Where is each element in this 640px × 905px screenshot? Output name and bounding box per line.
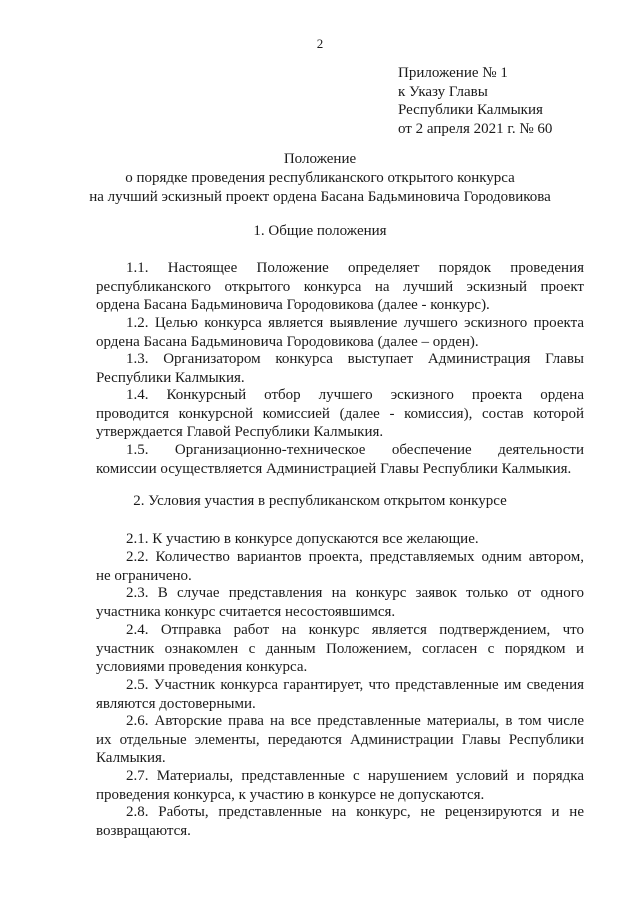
paragraph-line: утверждается Главой Республики Калмыкия.	[96, 424, 384, 441]
section-1-heading: 1. Общие положения	[253, 223, 387, 239]
paragraph-line: 2.8. Работы, представленные на конкурс, не рецензируются и не	[126, 804, 584, 820]
paragraph-line: республиканского открытого конкурса на лучший эскизный проект	[96, 278, 584, 295]
paragraph-line: 2.7. Материалы, представленные с нарушением условий и порядка	[126, 768, 584, 784]
paragraph-line: ордена Басана Бадьминовича Городовикова (далее – орден).	[96, 333, 479, 350]
paragraph-line: не ограничено.	[96, 567, 192, 584]
paragraph-line: возвращаются.	[96, 822, 191, 839]
paragraph-line: участника конкурс считается несостоявшимся.	[96, 603, 396, 620]
document-title	[0, 150, 640, 207]
appendix-line: Приложение № 1	[398, 65, 508, 81]
paragraph-line: 2.4. Отправка работ на конкурс является подтверждением, что	[126, 622, 584, 638]
paragraph-2-7	[96, 767, 584, 804]
paragraph-line: 2.6. Авторские права на все представленные материалы, в том числе	[126, 713, 584, 729]
page-number: 2	[316, 36, 324, 51]
paragraph-line: 1.4. Конкурсный отбор лучшего эскизного проекта ордена	[126, 387, 584, 403]
paragraph-line: 1.3. Организатором конкурса выступает Администрация Главы	[126, 351, 584, 367]
paragraph-2-2	[96, 548, 584, 585]
paragraph-line: являются достоверными.	[96, 695, 256, 712]
paragraph-line: проводится конкурсной комиссией (далее - комиссия), состав которой	[96, 405, 584, 422]
paragraph-2-1	[96, 530, 584, 549]
paragraph-line: ордена Басана Бадьминовича Городовикова (далее - конкурс).	[96, 297, 490, 314]
paragraph-1-4	[96, 386, 584, 442]
paragraph-line: 2.3. В случае представления на конкурс заявок только от одного	[126, 585, 584, 601]
paragraph-line: 2.1. К участию в конкурсе допускаются все желающие.	[126, 531, 479, 547]
appendix-block	[398, 64, 552, 138]
paragraph-line: Республики Калмыкия.	[96, 369, 245, 386]
appendix-line: к Указу Главы	[398, 83, 488, 100]
title-line: Положение	[283, 151, 357, 167]
paragraph-1-2	[96, 314, 584, 351]
paragraph-line: 2.5. Участник конкурса гарантирует, что представленные им сведения	[126, 677, 584, 693]
paragraph-line: условиями проведения конкурса.	[96, 659, 308, 676]
paragraph-2-4	[96, 621, 584, 677]
title-line: на лучший эскизный проект ордена Басана Бадьминовича Городовикова	[89, 189, 551, 205]
paragraph-line: 1.5. Организационно-техническое обеспечение деятельности	[126, 442, 584, 458]
appendix-line: от 2 апреля 2021 г. № 60	[398, 120, 553, 137]
paragraph-2-6	[96, 712, 584, 768]
appendix-line: Республики Калмыкия	[398, 102, 543, 118]
paragraph-2-8	[96, 803, 584, 840]
paragraph-line: 2.2. Количество вариантов проекта, представляемых одним автором,	[126, 549, 584, 565]
paragraph-line: 1.2. Целью конкурса является выявление лучшего эскизного проекта	[126, 315, 584, 331]
title-line: о порядке проведения республиканского открытого конкурса	[125, 170, 515, 186]
paragraph-line: их отдельные элементы, передаются Администрации Главы Республики	[96, 731, 584, 748]
paragraph-1-5	[96, 441, 584, 478]
paragraph-line: Калмыкия.	[96, 750, 166, 767]
paragraph-line: проведения конкурса, к участию в конкурсе не допускаются.	[96, 786, 485, 803]
paragraph-line: 1.1. Настоящее Положение определяет порядок проведения	[126, 260, 584, 276]
paragraph-2-3	[96, 584, 584, 621]
section-2-heading: 2. Условия участия в республиканском открытом конкурсе	[133, 493, 507, 509]
paragraph-1-1	[96, 259, 584, 315]
paragraph-line: комиссии осуществляется Администрацией Главы Республики Калмыкия.	[96, 460, 572, 477]
paragraph-2-5	[96, 676, 584, 713]
paragraph-1-3	[96, 350, 584, 387]
paragraph-line: участник ознакомлен с данным Положением, согласен с порядком и	[96, 640, 584, 657]
